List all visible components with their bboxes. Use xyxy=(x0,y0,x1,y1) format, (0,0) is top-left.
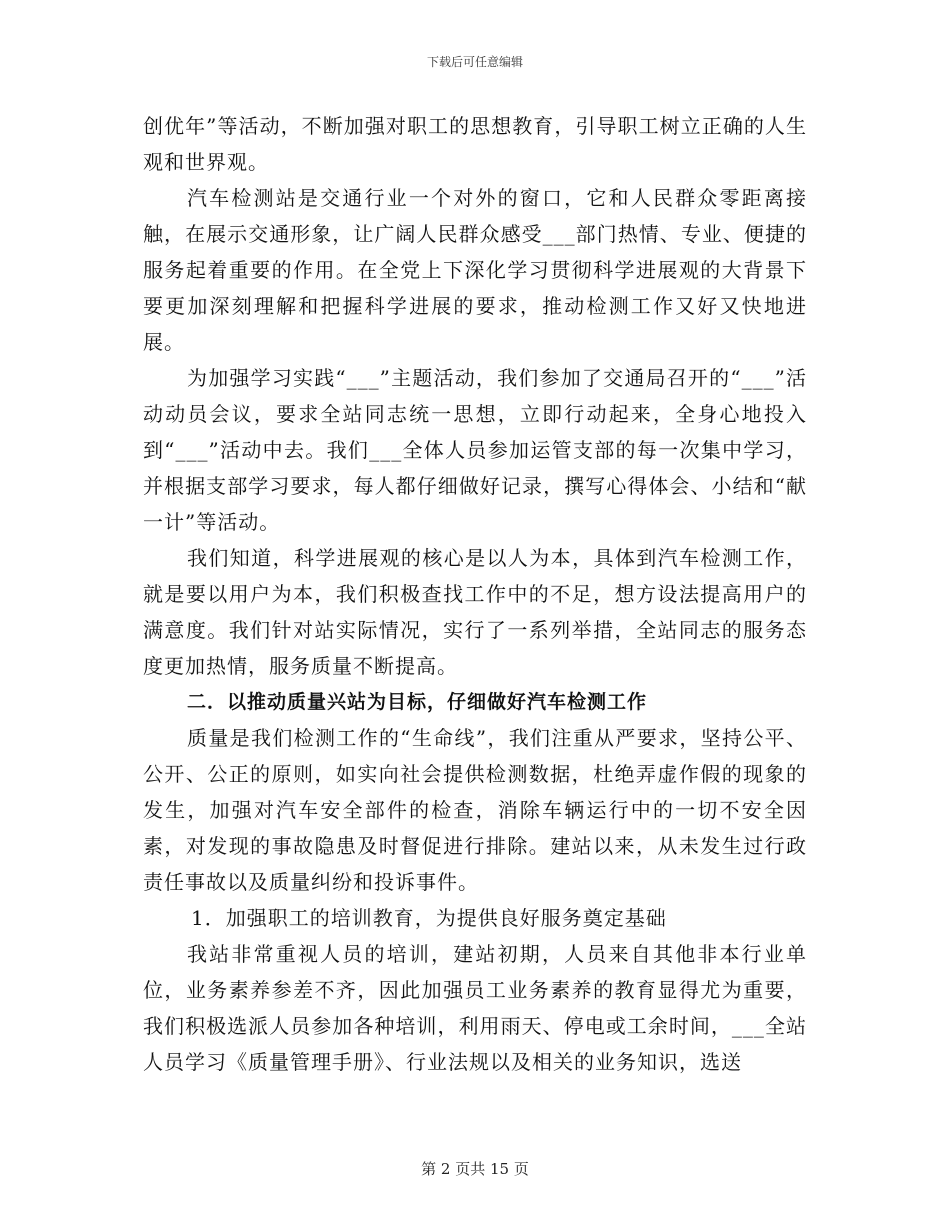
paragraph-study-practice: 为加强学习实践“___”主题活动，我们参加了交通局召开的“___”活动动员会议，要求全站同志统一思想，立即行动起来，全身心地投入到“___”活动中去。我们___全体人员参加运管支部的每一次集中学习，并根据支部学习要求，每人都仔细做好记录，撰写心得体会、小结和“献一计”等活动。 xyxy=(143,366,807,534)
section-heading-two: 二．以推动质量兴站为目标，仔细做好汽车检测工作 xyxy=(187,691,648,713)
paragraph-staff-training: 我站非常重视人员的培训，建站初期，人员来自其他非本行业单位，业务素养参差不齐，因此加强员工业务素养的教育显得尤为重要，我们积极选派人员参加各种培训，利用雨天、停电或工余时间，___全站人员学习《质量管理手册》、行业法规以及相关的业务知识，选送 xyxy=(143,942,807,1074)
header-note: 下载后可任意编辑 xyxy=(426,55,523,69)
subsection-heading-one: 1．加强职工的培训教育，为提供良好服务奠定基础 xyxy=(191,906,667,930)
page-number: 第 2 页共 15 页 xyxy=(421,1160,529,1178)
paragraph-people-oriented: 我们知道，科学进展观的核心是以人为本，具体到汽车检测工作，就是要以用户为本，我们积极查找工作中的不足，想方设法提高用户的满意度。我们针对站实际情况，实行了一系列举措，全站同志的服务态度更加热情，服务质量不断提高。 xyxy=(143,546,807,678)
paragraph-quality-lifeline: 质量是我们检测工作的“生命线”，我们注重从严要求，坚持公平、公开、公正的原则，如实向社会提供检测数据，杜绝弄虚作假的现象的发生，加强对汽车安全部件的检查，消除车辆运行中的一切不安全因素，对发现的事故隐患及时督促进行排除。建站以来，从未发生过行政责任事故以及质量纠纷和投诉事件。 xyxy=(143,726,807,894)
paragraph-continuation: 创优年”等活动，不断加强对职工的思想教育，引导职工树立正确的人生观和世界观。 xyxy=(143,114,807,174)
paragraph-inspection-station: 汽车检测站是交通行业一个对外的窗口，它和人民群众零距离接触，在展示交通形象，让广阔人民群众感受___部门热情、专业、便捷的服务起着重要的作用。在全党上下深化学习贯彻科学进展观的大背景下要更加深刻理解和把握科学进展的要求，推动检测工作又好又快地进展。 xyxy=(143,186,807,354)
document-body xyxy=(143,108,807,1080)
